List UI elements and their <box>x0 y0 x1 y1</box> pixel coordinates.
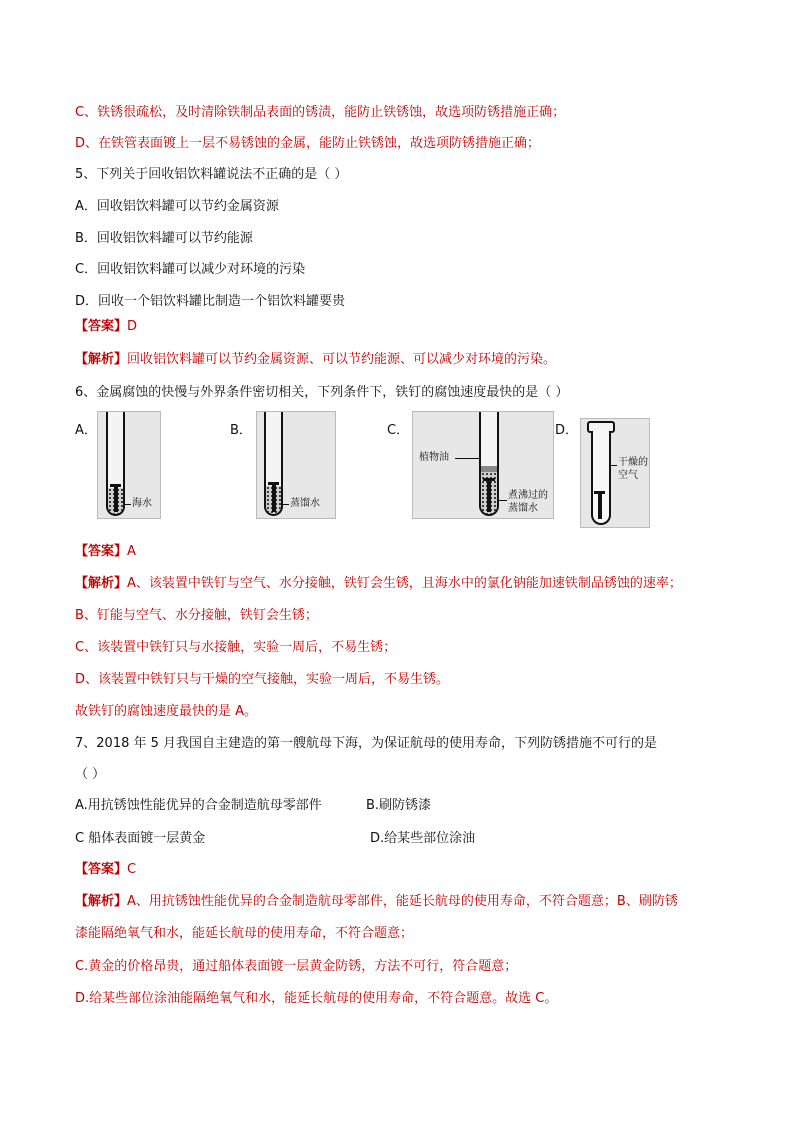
nail-head-icon <box>483 478 495 481</box>
q7-explanation-b: 漆能隔绝氧气和水，能延长航母的使用寿命，不符合题意； <box>75 926 414 941</box>
q6-explanation-d: D、该装置中铁钉只与干燥的空气接触，实验一周后，不易生锈。 <box>75 672 450 687</box>
prev-explanation-d: D、在铁管表面镀上一层不易锈蚀的金属，能防止铁锈蚀，故选项防锈措施正确； <box>75 136 541 151</box>
leader-line <box>283 504 289 505</box>
q5-explanation <box>75 351 556 369</box>
q7-option-c: C 船体表面镀一层黄金 <box>75 831 206 846</box>
seawater-label: 海水 <box>132 498 152 509</box>
figure-a-seawater-tube <box>97 411 161 519</box>
q5-answer <box>75 318 137 336</box>
q6-explanation-b: B、钉能与空气、水分接触，铁钉会生锈； <box>75 608 318 623</box>
iron-nail-icon <box>272 482 276 512</box>
dry-air-label-1: 干燥的 <box>618 457 648 468</box>
prev-explanation-c: C、铁锈很疏松，及时清除铁制品表面的锈渍，能防止铁锈蚀，故选项防锈措施正确； <box>75 105 566 120</box>
q5-option-d: D．回收一个铝饮料罐比制造一个铝饮料罐要贵 <box>75 294 346 309</box>
question-7: 7、2018 年 5 月我国自主建造的第一艘航母下海，为保证航母的使用寿命，下列防锈措施不可行的是 <box>75 736 658 751</box>
iron-nail-icon <box>114 484 118 512</box>
explanation-text: A、用抗锈蚀性能优异的合金制造航母零部件，能延长航母的使用寿命，不符合题意；B、刷防锈 <box>127 894 678 909</box>
distilled-water-label: 蒸馏水 <box>290 498 320 509</box>
vegetable-oil-label: 植物油 <box>419 452 449 463</box>
explanation-text: 回收铝饮料罐可以节约金属资源、可以节约能源、可以减少对环境的污染。 <box>127 352 557 367</box>
q7-option-a: A.用抗锈蚀性能优异的合金制造航母零部件 <box>75 798 322 813</box>
explanation-tag: 【解析】 <box>75 576 128 591</box>
q5-option-a: A．回收铝饮料罐可以节约金属资源 <box>75 199 279 214</box>
figure-b-label: B． <box>230 423 252 438</box>
nail-head-icon <box>594 491 605 494</box>
explanation-tag: 【解析】 <box>75 894 128 909</box>
question-5: 5、下列关于回收铝饮料罐说法不正确的是（ ） <box>75 167 348 182</box>
q6-answer <box>75 543 136 561</box>
answer-value: D <box>127 319 138 334</box>
q7-explanation-d: D.给某些部位涂油能隔绝氧气和水，能延长航母的使用寿命，不符合题意。故选 C。 <box>75 991 558 1006</box>
answer-tag: 【答案】 <box>75 319 128 334</box>
leader-line <box>609 465 617 466</box>
figure-c-oil-sealed-tube <box>412 411 554 519</box>
leader-line <box>455 458 479 459</box>
oil-layer <box>481 466 497 472</box>
figure-b-distilled-water-tube <box>256 411 336 519</box>
q6-explanation-a <box>75 575 682 593</box>
q6-explanation-c: C、该装置中铁钉只与水接触，实验一周后，不易生锈； <box>75 640 397 655</box>
question-6: 6、金属腐蚀的快慢与外界条件密切相关，下列条件下，铁钉的腐蚀速度最快的是（ ） <box>75 385 569 400</box>
explanation-text: A、该装置中铁钉与空气、水分接触，铁钉会生锈，且海水中的氯化钠能加速铁制品锈蚀的速率； <box>127 576 682 591</box>
answer-tag: 【答案】 <box>75 544 128 559</box>
question-7-bracket: （ ） <box>75 767 106 782</box>
dry-air-label-2: 空气 <box>618 470 638 481</box>
answer-value: C <box>127 862 137 877</box>
q7-option-b: B.刷防锈漆 <box>366 798 432 813</box>
explanation-tag: 【解析】 <box>75 352 128 367</box>
q7-explanation-c: C.黄金的价格昂贵，通过船体表面镀一层黄金防锈，方法不可行，符合题意； <box>75 959 518 974</box>
answer-value: A <box>127 544 136 559</box>
boiled-water-label-1: 煮沸过的 <box>508 490 548 501</box>
figure-d-label: D． <box>555 423 579 438</box>
q7-answer <box>75 861 136 879</box>
iron-nail-icon <box>598 491 602 519</box>
nail-head-icon <box>110 484 121 487</box>
leader-line <box>125 504 131 505</box>
q5-option-b: B．回收铝饮料罐可以节约能源 <box>75 231 253 246</box>
answer-tag: 【答案】 <box>75 862 128 877</box>
leader-line <box>497 500 507 501</box>
iron-nail-icon <box>487 478 491 512</box>
q7-option-d: D.给某些部位涂油 <box>370 831 476 846</box>
figure-d-dry-air-tube <box>580 418 650 528</box>
figure-c-label: C． <box>387 423 410 438</box>
figure-a-label: A． <box>75 423 97 438</box>
nail-head-icon <box>268 482 279 485</box>
q5-option-c: C．回收铝饮料罐可以减少对环境的污染 <box>75 262 306 277</box>
boiled-water-label-2: 蒸馏水 <box>508 503 538 514</box>
q7-explanation-a <box>75 893 678 911</box>
q6-conclusion: 故铁钉的腐蚀速度最快的是 A。 <box>75 704 258 719</box>
